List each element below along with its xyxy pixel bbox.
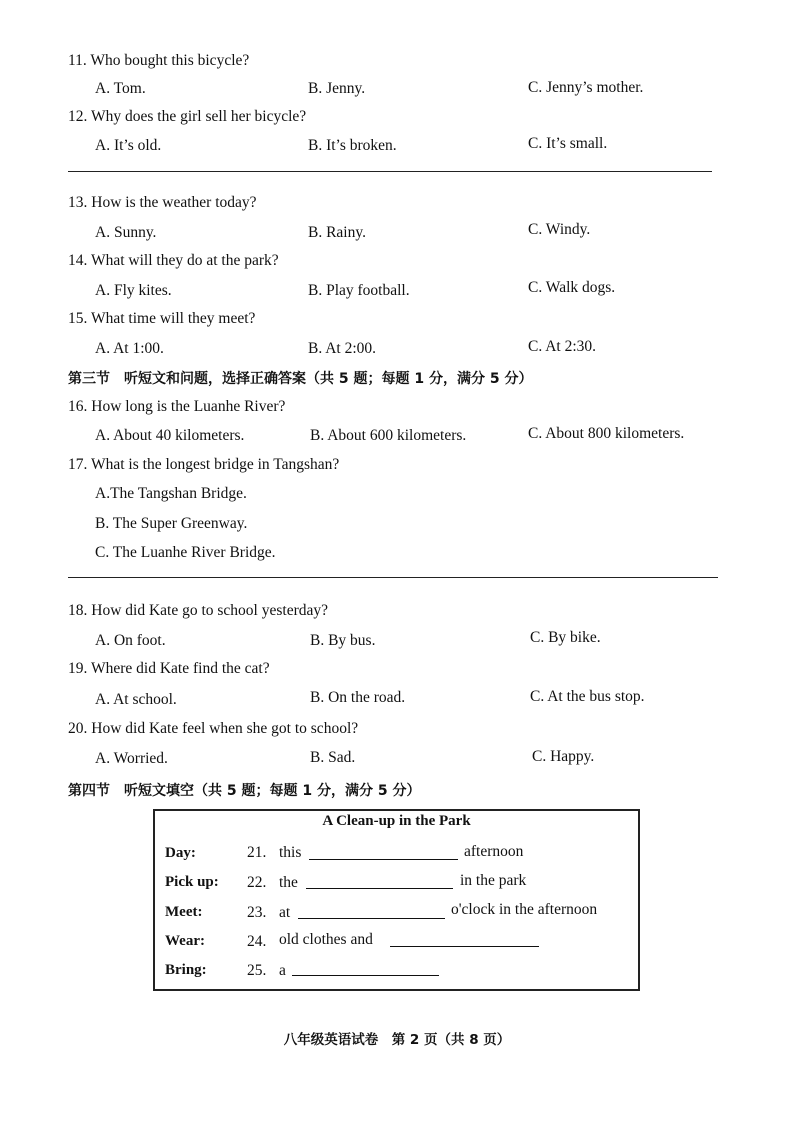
- bring-label: Bring:: [165, 962, 207, 978]
- question-18: 18. How did Kate go to school yesterday?: [68, 602, 328, 619]
- option-a: A. About 40 kilometers.: [95, 427, 245, 444]
- question-13: 13. How is the weather today?: [68, 194, 257, 211]
- option-b: B. Rainy.: [308, 224, 366, 241]
- question-16: 16. How long is the Luanhe River?: [68, 398, 286, 415]
- option-b: B. By bus.: [310, 632, 376, 649]
- question-15: 15. What time will they meet?: [68, 310, 256, 327]
- notice-title: A Clean-up in the Park: [322, 813, 471, 829]
- option-b: B. The Super Greenway.: [95, 515, 248, 532]
- option-a: A. At school.: [95, 691, 177, 708]
- item-number: 24.: [247, 933, 267, 950]
- question-19: 19. Where did Kate find the cat?: [68, 660, 270, 677]
- option-b: B. At 2:00.: [308, 340, 377, 357]
- option-c: C. Jenny’s mother.: [528, 79, 644, 96]
- option-c: C. Walk dogs.: [528, 279, 616, 296]
- text-before-blank: old clothes and: [279, 931, 373, 948]
- text-after-blank: o'clock in the afternoon: [451, 901, 598, 918]
- question-17: 17. What is the longest bridge in Tangshan?: [68, 456, 340, 473]
- option-a: A. Sunny.: [95, 224, 157, 241]
- option-a: A. Tom.: [95, 80, 146, 97]
- question-12: 12. Why does the girl sell her bicycle?: [68, 108, 307, 125]
- answer-blank-24[interactable]: [390, 946, 539, 947]
- option-a: A. At 1:00.: [95, 340, 164, 357]
- option-c: C. About 800 kilometers.: [528, 425, 685, 442]
- option-c: C. Happy.: [532, 748, 595, 765]
- option-c: C. Windy.: [528, 221, 591, 238]
- meet-label: Meet:: [165, 904, 203, 920]
- option-c: C. By bike.: [530, 629, 601, 646]
- option-b: B. Jenny.: [308, 80, 366, 97]
- option-c: C. It’s small.: [528, 135, 608, 152]
- text-after-blank: in the park: [460, 872, 527, 889]
- option-a: A.The Tangshan Bridge.: [95, 485, 247, 502]
- question-14: 14. What will they do at the park?: [68, 252, 279, 269]
- item-number: 22.: [247, 874, 267, 891]
- wear-label: Wear:: [165, 933, 205, 949]
- answer-blank-21[interactable]: [309, 859, 458, 860]
- text-before-blank: the: [279, 874, 298, 891]
- day-label: Day:: [165, 845, 196, 861]
- option-b: B. On the road.: [310, 689, 406, 706]
- option-c: C. At 2:30.: [528, 338, 597, 355]
- section-divider: [68, 171, 712, 172]
- answer-blank-25[interactable]: [292, 975, 439, 976]
- option-a: A. Fly kites.: [95, 282, 172, 299]
- text-before-blank: a: [279, 962, 286, 979]
- section-divider: [68, 577, 718, 578]
- option-a: A. Worried.: [95, 750, 168, 767]
- section-3-heading: 第三节 听短文和问题，选择正确答案（共 5 题；每题 1 分，满分 5 分）: [68, 371, 533, 387]
- option-b: B. About 600 kilometers.: [310, 427, 467, 444]
- text-before-blank: this: [279, 844, 302, 861]
- text-after-blank: afternoon: [464, 843, 524, 860]
- question-11: 11. Who bought this bicycle?: [68, 52, 250, 69]
- section-4-heading: 第四节 听短文填空（共 5 题；每题 1 分，满分 5 分）: [68, 783, 421, 799]
- option-b: B. Play football.: [308, 282, 410, 299]
- answer-blank-23[interactable]: [298, 918, 445, 919]
- option-b: B. It’s broken.: [308, 137, 397, 154]
- pick-up-label: Pick up:: [165, 874, 219, 890]
- option-c: C. The Luanhe River Bridge.: [95, 544, 276, 561]
- item-number: 25.: [247, 962, 267, 979]
- item-number: 21.: [247, 844, 267, 861]
- option-b: B. Sad.: [310, 749, 356, 766]
- question-20: 20. How did Kate feel when she got to school?: [68, 720, 359, 737]
- answer-blank-22[interactable]: [306, 888, 453, 889]
- option-c: C. At the bus stop.: [530, 688, 645, 705]
- option-a: A. On foot.: [95, 632, 166, 649]
- item-number: 23.: [247, 904, 267, 921]
- text-before-blank: at: [279, 904, 291, 921]
- clean-up-notice-box: [153, 809, 640, 991]
- page-footer: 八年级英语试卷 第 2 页（共 8 页）: [283, 1032, 511, 1048]
- option-a: A. It’s old.: [95, 137, 162, 154]
